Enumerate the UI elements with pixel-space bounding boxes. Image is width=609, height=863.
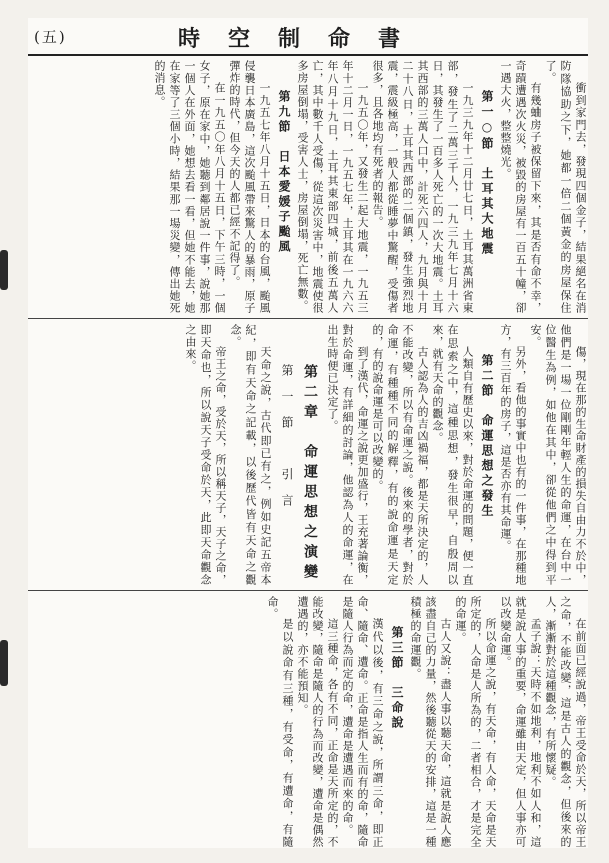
section-heading-three-fates: 第三節 三命說 xyxy=(390,626,404,731)
paragraph: 一九五〇年，又發生二起大地震，一九五三年十二月一日，一九五七年，土耳其在一九六六年八月十九日，土耳其東部四城，前後五萬人亡，其中數千人受傷，從這次災害中，地震使很多房屋倒塌，受害人士，房屋倒塌，死亡無數。 xyxy=(296,60,369,314)
section-heading-typhoon: 第九節 日本愛媛子颱風 xyxy=(277,90,291,255)
band-divider xyxy=(28,318,588,319)
page xyxy=(28,18,588,848)
band-divider xyxy=(28,590,588,591)
paragraph: 在前面已經說過，帝王受命於天，所以帝王之命，不能改變，這是古人的觀念，但後來的人，漸漸對於這種觀念，有所懷疑。 xyxy=(544,596,587,848)
binding-shadow xyxy=(0,640,8,686)
page-number: (五) xyxy=(34,28,67,46)
band-top-text xyxy=(152,60,588,314)
paragraph: 漢代以後，有三命之說，所謂三命，即正命、隨命、遭命。正命是指人生而有的命，隨命是隨人行為而定的命，遭命是遭遇而來的命。 xyxy=(341,596,384,848)
paragraph: 天命之說，古代即已有之，例如史記五帝本紀，即有天命之記載，以後歷代皆有天命之觀念。 xyxy=(229,324,272,586)
paragraph: 是以說命有三種，有受命，有遭命，有隨命。 xyxy=(266,596,294,848)
header-rule xyxy=(28,54,588,56)
section-heading-intro: 第一節 引言 xyxy=(280,364,294,520)
section-heading-fate-origin: 第二節 命運思想之發生 xyxy=(480,354,494,519)
text-band-bottom xyxy=(28,596,588,848)
paragraph: 傷，現在那的生命財產的損失自由力不於中，他們是一場一位剛剛年輕人生的命運，在台中一位醫生為例，如他在其中，卻從他們之中得到平安。 xyxy=(529,324,587,586)
running-title: 時空制命書 xyxy=(178,26,429,52)
paragraph: 一九三九年十二月廿七日，土耳其萬洲省東部，發生了二萬三千人，一九三九年七月十六日，其發生了一百多人死亡的一次大地震。土耳其西部的三萬人口中，計死六四人，九月與十月二十八日，土耳其西部的二個鎮，發生強烈地震，震級極高，一般人都從睡夢中驚醒，受傷者很多，且各地均有死者的報告。 xyxy=(371,60,474,314)
paragraph: 另外，看他的事實中也有的一件事，在那種地方，有三百年的房子，這是否亦有其命運。 xyxy=(499,324,527,586)
text-band-top xyxy=(28,60,588,314)
text-band-middle xyxy=(28,324,588,586)
paragraph: 古人又說：盡人事以聽天命，這就是說人應該盡自己的力量，然後聽從天的安排，這是一種積極的命運觀。 xyxy=(409,596,452,848)
paragraph: 一九五七年八月十五日，日本的台風，颱風侵襲日本廣島，這次颱風帶來驚人的暴雨，原子彈炸的時代，但今天的人都已經不記得了。 xyxy=(228,60,271,314)
paragraph: 衝到家門去，發現四個金子，結果絕名在消防隊協助之下，她都一倍二個黃金的房屋保住了。 xyxy=(544,60,587,314)
paragraph: 古人認為人的吉凶禍福，都是天所決定的，人不能改變，所以有命運之說。後來的學者，對於命運，有種種不同的解釋，有的說命運是天定的，有的說命運是可以改變的。 xyxy=(371,324,429,586)
page-header xyxy=(28,18,588,52)
paragraph: 所以命運之說，有天命，有人命，天命是天所定的，人命是人所為的，二者相合，才是完全的命運。 xyxy=(454,596,497,848)
band-middle-text xyxy=(183,324,588,586)
section-heading-earthquake: 第一○節 土耳其大地震 xyxy=(480,90,494,257)
chapter-heading: 第二章 命運思想之演變 xyxy=(302,364,318,584)
paragraph: 有幾蛐房子被保留下來，其是否有命不幸，奇蹟遭遇次火災，被毀的房屋有一百五十幢，卻一遇大火，整整燒光。 xyxy=(499,60,542,314)
binding-shadow xyxy=(0,250,8,290)
band-bottom-text xyxy=(265,596,588,848)
paragraph: 這三種命，各有不同，正命是天所定的，不能改變，隨命是隨人的行為而改變，遭命是偶然遭遇的，亦不能預知。 xyxy=(296,596,339,848)
paragraph: 到了漢代，命運之說更加盛行，王充著論衡，對於命運，有詳細的討論，他認為人的命運，在出生時便已決定了。 xyxy=(326,324,369,586)
paragraph: 在一九五〇年八月十五日，下午三時，一個女子，原在家中，她聽到鄰居說一件事，說她那一個人在外面，她想去看一看，但她不能去，她在家等了三個小時，結果那一場災變，傳出她死的消息。 xyxy=(153,60,226,314)
paragraph: 帝王之命，受於天，所以稱天子，天子之命，即天命也，所以說天子受命於天，此即天命觀念之由來。 xyxy=(184,324,227,586)
paragraph: 孟子說：天時不如地利，地利不如人和，這就是說人事的重要，命運雖由天定，但人事亦可以改變命運。 xyxy=(499,596,542,848)
paragraph: 人類自有歷史以來，對於命運的問題，便一直在思索之中，這種思想，發生很早，自殷周以來，就有天命的觀念。 xyxy=(431,324,474,586)
